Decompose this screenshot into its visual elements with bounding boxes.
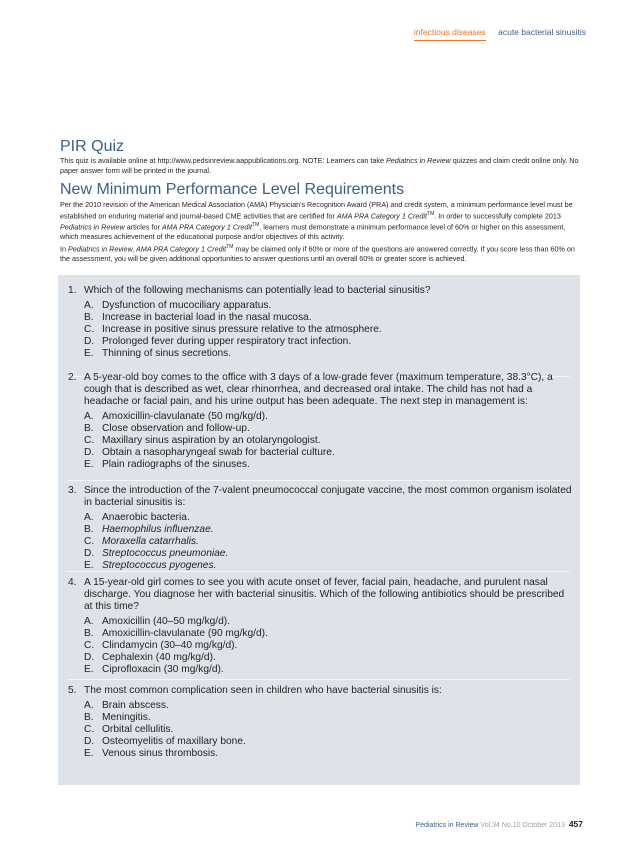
answer-option[interactable]: B. Meningitis. [84, 712, 151, 723]
answer-option[interactable]: D. Obtain a nasopharyngeal swab for bacterial culture. [84, 447, 335, 458]
answer-option[interactable]: C. Moraxella catarrhalis. [84, 536, 199, 547]
divider [68, 480, 570, 481]
running-header [414, 27, 586, 41]
question-2: 2. A 5-year-old boy comes to the office with 3 days of a low-grade fever (maximum temperature, 38.3°C), a cough that is described as wet, clear rhinorrhea, and decreased oral intake. The child has not had a headache or facial pain, and his urine output has been adequate. The next step in management is: A. Amoxicillin-clavulanate (50 mg/kg/d). B. Close observation and follow-up. C. Maxillary sinus aspiration by an otolaryngologist. D. Obtain a nasopharyngeal swab for bacterial culture. E. Plain radiographs of the sinuses. [68, 372, 573, 471]
question-stem: A 5-year-old boy comes to the office with 3 days of a low-grade fever (maximum temperature, 38.3°C), a cough that is described as wet, clear rhinorrhea, and decreased oral intake. The child has not had a headache or facial pain, and his urine output has been adequate. The next step in management is: [84, 372, 553, 407]
page-number: 457 [568, 819, 583, 829]
answer-option[interactable]: B. Amoxicillin-clavulanate (90 mg/kg/d). [84, 628, 268, 639]
question-1: 1. Which of the following mechanisms can potentially lead to bacterial sinusitis? A. Dysfunction of mucociliary apparatus. B. Increase in bacterial load in the nasal mucosa. C. Increase in positive sinus pressure relative to the atmosphere. D. Prolonged fever during upper respiratory tract infection. E. Thinning of sinus secretions. [68, 285, 573, 360]
answer-option[interactable]: E. Thinning of sinus secretions. [84, 348, 232, 359]
answer-option[interactable]: A. Amoxicillin (40–50 mg/kg/d). [84, 616, 230, 627]
answer-option[interactable]: C. Clindamycin (30–40 mg/kg/d). [84, 640, 238, 651]
question-stem: The most common complication seen in children who have bacterial sinusitis is: [84, 685, 442, 696]
question-4: 4. A 15-year-old girl comes to see you with acute onset of fever, facial pain, headache, and purulent nasal discharge. You diagnose her with bacterial sinusitis. Which of the following antibiotics should be prescribed at this time? A. Amoxicillin (40–50 mg/kg/d). B. Amoxicillin-clavulanate (90 mg/kg/d). C. Clindamycin (30–40 mg/kg/d). D. Cephalexin (40 mg/kg/d). E. Ciprofloxacin (30 mg/kg/d). [68, 577, 573, 676]
answer-option[interactable]: A. Dysfunction of mucociliary apparatus. [84, 300, 272, 311]
pir-quiz-title: PIR Quiz [60, 138, 125, 155]
question-stem: A 15-year-old girl comes to see you with acute onset of fever, facial pain, headache, and purulent nasal discharge. You diagnose her with bacterial sinusitis. Which of the following antibiotics should be prescribed at this time? [84, 577, 565, 612]
answer-option[interactable]: A. Amoxicillin-clavulanate (50 mg/kg/d). [84, 411, 268, 422]
question-stem: Since the introduction of the 7-valent pneumococcal conjugate vaccine, the most common organism isolated in bacterial sinusitis is: [84, 485, 572, 508]
issue-info: Vol.34 No.10 October 2013 [480, 822, 565, 829]
requirements-paragraph-2: In Pediatrics in Review, AMA PRA Category 1 Credit™ may be claimed only if 60% or more of the questions are answered correctly. If you score less than 60% on the assessment, you will be given additional opportunities to answer questions until an overall 60% or greater score is achieved. [60, 244, 575, 263]
question-stem: Which of the following mechanisms can potentially lead to bacterial sinusitis? [84, 285, 431, 296]
answer-option[interactable]: A. Anaerobic bacteria. [84, 512, 190, 523]
question-5: 5. The most common complication seen in children who have bacterial sinusitis is: A. Brain abscess. B. Meningitis. C. Orbital cellulitis. D. Osteomyelitis of maxillary bone. E. Venous sinus thrombosis. [68, 685, 573, 760]
answer-option[interactable]: C. Increase in positive sinus pressure relative to the atmosphere. [84, 324, 382, 335]
answer-option[interactable]: A. Brain abscess. [84, 700, 169, 711]
answer-option[interactable]: D. Streptococcus pneumoniae. [84, 548, 229, 559]
requirements-title: New Minimum Performance Level Requirements [60, 181, 405, 198]
page-footer [415, 819, 583, 829]
answer-option[interactable]: B. Haemophilus influenzae. [84, 524, 214, 535]
pir-intro: This quiz is available online at http://www.pedsinreview.aappublications.org. NOTE: Learners can take Pediatrics in Review quizzes and claim credit online only. No paper answer form will be printed in the journal. [60, 156, 579, 175]
answer-option[interactable]: E. Venous sinus thrombosis. [84, 748, 219, 759]
question-3: 3. Since the introduction of the 7-valent pneumococcal conjugate vaccine, the most common organism isolated in bacterial sinusitis is: A. Anaerobic bacteria. B. Haemophilus influenzae. C. Moraxella catarrhalis. D. Streptococcus pneumoniae. E. Streptococcus pyogenes. [68, 485, 572, 571]
divider [68, 679, 570, 680]
answer-option[interactable]: D. Osteomyelitis of maxillary bone. [84, 736, 246, 747]
answer-option[interactable]: B. Increase in bacterial load in the nasal mucosa. [84, 312, 312, 323]
section-tag: infectious diseases [414, 27, 486, 41]
journal-name: Pediatrics in Review [415, 822, 479, 829]
answer-option[interactable]: C. Orbital cellulitis. [84, 724, 174, 735]
quiz-panel [58, 275, 580, 785]
answer-option[interactable]: B. Close observation and follow-up. [84, 423, 250, 434]
answer-option[interactable]: E. Streptococcus pyogenes. [84, 560, 217, 571]
divider [68, 571, 570, 572]
answer-option[interactable]: E. Plain radiographs of the sinuses. [84, 459, 250, 470]
answer-option[interactable]: D. Prolonged fever during upper respiratory tract infection. [84, 336, 352, 347]
answer-option[interactable]: E. Ciprofloxacin (30 mg/kg/d). [84, 664, 224, 675]
answer-option[interactable]: D. Cephalexin (40 mg/kg/d). [84, 652, 216, 663]
answer-option[interactable]: C. Maxillary sinus aspiration by an otolaryngologist. [84, 435, 321, 446]
requirements-paragraph-1: Per the 2010 revision of the American Medical Association (AMA) Physician's Recognition Award (PRA) and credit system, a minimum performance level must be established on enduring material and journal-based CME activities that are certified for AMA PRA Category 1 Credit™. In order to successfully complete 2013 Pediatrics in Review articles for AMA PRA Category 1 Credit™, learners must demonstrate a minimum performance level of 60% or higher on this assessment, which measures achievement of the educational purpose and/or objectives of this activity. [60, 200, 573, 241]
topic-tag: acute bacterial sinusitis [498, 27, 586, 37]
